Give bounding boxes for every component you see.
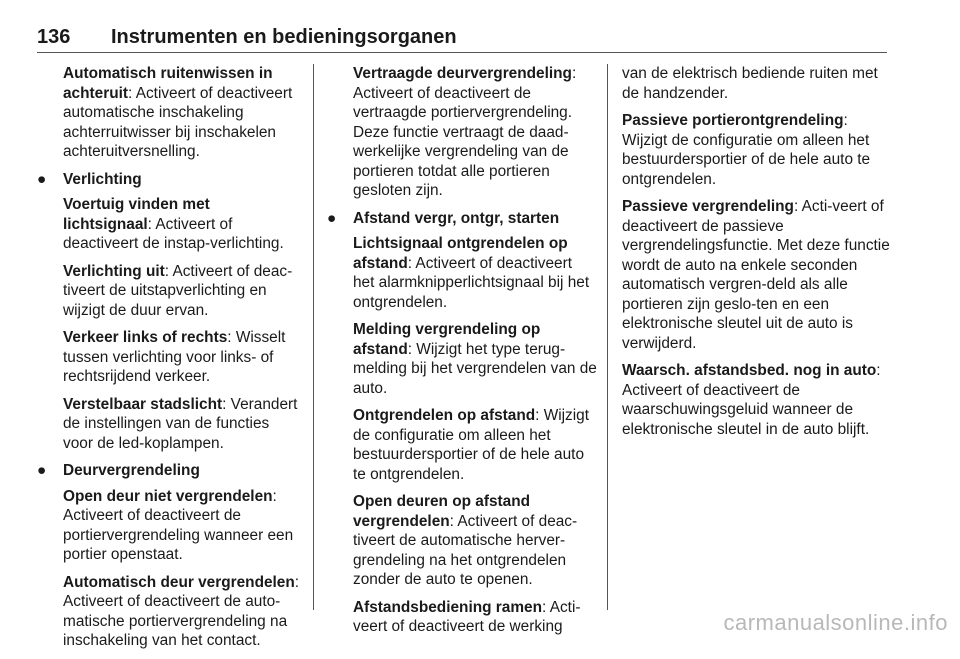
setting-description: : Acti-veert of deactiveert de werking [353, 598, 581, 635]
setting-entry [37, 328, 303, 387]
setting-title: Voertuig vinden met lichtsignaal [63, 196, 210, 233]
watermark: carmanualsonline.info [723, 610, 948, 635]
setting-description: : Verandert de instellingen van de functies voor de led-koplampen. [63, 395, 298, 452]
setting-title: Open deuren op afstand vergrendelen [353, 493, 531, 530]
setting-entry [37, 64, 303, 162]
setting-description: : Activeert of deactiveert de instap-verlichting. [63, 215, 284, 252]
setting-description: : Activeert of deactiveert de auto-matische portiervergrendeling na inschakeling van het contact. [63, 573, 300, 649]
setting-description: : Wisselt tussen verlichting voor links- of rechtsrijdend verkeer. [63, 329, 286, 385]
setting-entry [622, 111, 892, 189]
column-divider [313, 64, 314, 610]
setting-title: Verlichting uit [63, 262, 165, 280]
setting-description: : Activeert of deac-tiveert de automatische herver-grendeling na het ontgrendelen zonder de auto te openen. [353, 512, 578, 588]
bullet-icon: ● [327, 209, 337, 227]
setting-entry [37, 262, 303, 321]
column-divider [607, 64, 608, 610]
setting-description: : Activeert of deac-tiveert de uitstapverlichting en wijzigt de duur ervan. [63, 262, 293, 319]
setting-entry [327, 406, 597, 484]
setting-title: Verkeer links of rechts [63, 329, 228, 346]
section-heading [37, 461, 303, 481]
setting-entry [37, 395, 303, 454]
setting-title: Vertraagde deurvergrendeling [353, 65, 572, 82]
setting-entry [622, 361, 892, 439]
text-column-2 [327, 64, 597, 645]
setting-description: : Wijzigt de configuratie om alleen het bestuurdersportier of de hele auto te ontgrendelen. [353, 407, 590, 483]
setting-entry [37, 573, 303, 651]
setting-description: : Activeert of deactiveert de portiervergrendeling wanneer een portier openstaat. [63, 487, 294, 563]
setting-title: Verstelbaar stadslicht [63, 395, 223, 413]
setting-description: : Activeert of deactiveert de waarschuwingsgeluid wanneer de elektronische sleutel in de auto blijft. [622, 362, 881, 438]
section-heading [37, 170, 303, 190]
setting-title: Automatisch deur vergrendelen [63, 573, 295, 591]
text-column-3 [622, 64, 892, 447]
section-heading-label: Afstand vergr, ontgr, starten [353, 209, 560, 227]
setting-entry [327, 234, 597, 312]
setting-title: Melding vergrendeling op afstand [353, 321, 541, 358]
section-heading-label: Deurvergrendeling [63, 462, 200, 479]
setting-description: : Wijzigt het type terug-melding bij het vergrendelen van de auto. [353, 340, 597, 397]
setting-title: Waarsch. afstandsbed. nog in auto [622, 362, 877, 379]
bullet-icon: ● [37, 170, 47, 188]
setting-title: Automatisch ruitenwissen in achteruit [63, 65, 273, 102]
setting-entry [327, 320, 597, 398]
setting-title: Ontgrendelen op afstand [353, 407, 536, 424]
setting-entry [327, 64, 597, 201]
setting-entry [327, 492, 597, 590]
setting-title: Afstandsbediening ramen [353, 598, 542, 616]
page-number: 136 [37, 26, 71, 48]
setting-description: : Activeert of deactiveert automatische inschakeling achterruitwisser bij inschakelen achteruitversnelling. [63, 84, 293, 160]
setting-description: : Activeert of deactiveert de vertraagde portiervergrendeling. Deze functie vertraagt de daad-werkelijke vergrendeling van de portieren totdat alle portieren gesloten zijn. [353, 65, 577, 199]
setting-entry [37, 195, 303, 254]
setting-description: : Acti-veert of deactiveert de passieve vergrendelingsfunctie. Met deze functie wordt de auto na enkele seconden automatisch vergren-deld als alle portieren zijn geslo-ten en een elektronische sleutel uit de auto is verwijderd. [622, 198, 890, 352]
setting-description: : Wijzigt de configuratie om alleen het bestuurdersportier of de hele auto te ontgrendelen. [622, 112, 871, 188]
setting-entry [622, 197, 892, 353]
continued-text: van de elektrisch bediende ruiten met de handzender. [622, 65, 878, 102]
page-header [37, 26, 887, 53]
setting-entry [327, 598, 597, 637]
bullet-icon: ● [37, 462, 47, 479]
setting-title: Passieve vergrendeling [622, 198, 794, 215]
setting-title: Passieve portierontgrendeling [622, 112, 844, 129]
setting-entry [37, 487, 303, 565]
text-column-1 [37, 64, 303, 659]
setting-description: : Activeert of deactiveert het alarmknipperlichtsignaal bij het ontgrendelen. [353, 254, 590, 311]
setting-title: Lichtsignaal ontgrendelen op afstand [353, 235, 568, 272]
section-heading [327, 209, 597, 229]
setting-title: Open deur niet vergrendelen [63, 487, 273, 505]
page-title: Instrumenten en bedieningsorganen [111, 26, 457, 48]
section-heading-label: Verlichting [63, 170, 142, 188]
